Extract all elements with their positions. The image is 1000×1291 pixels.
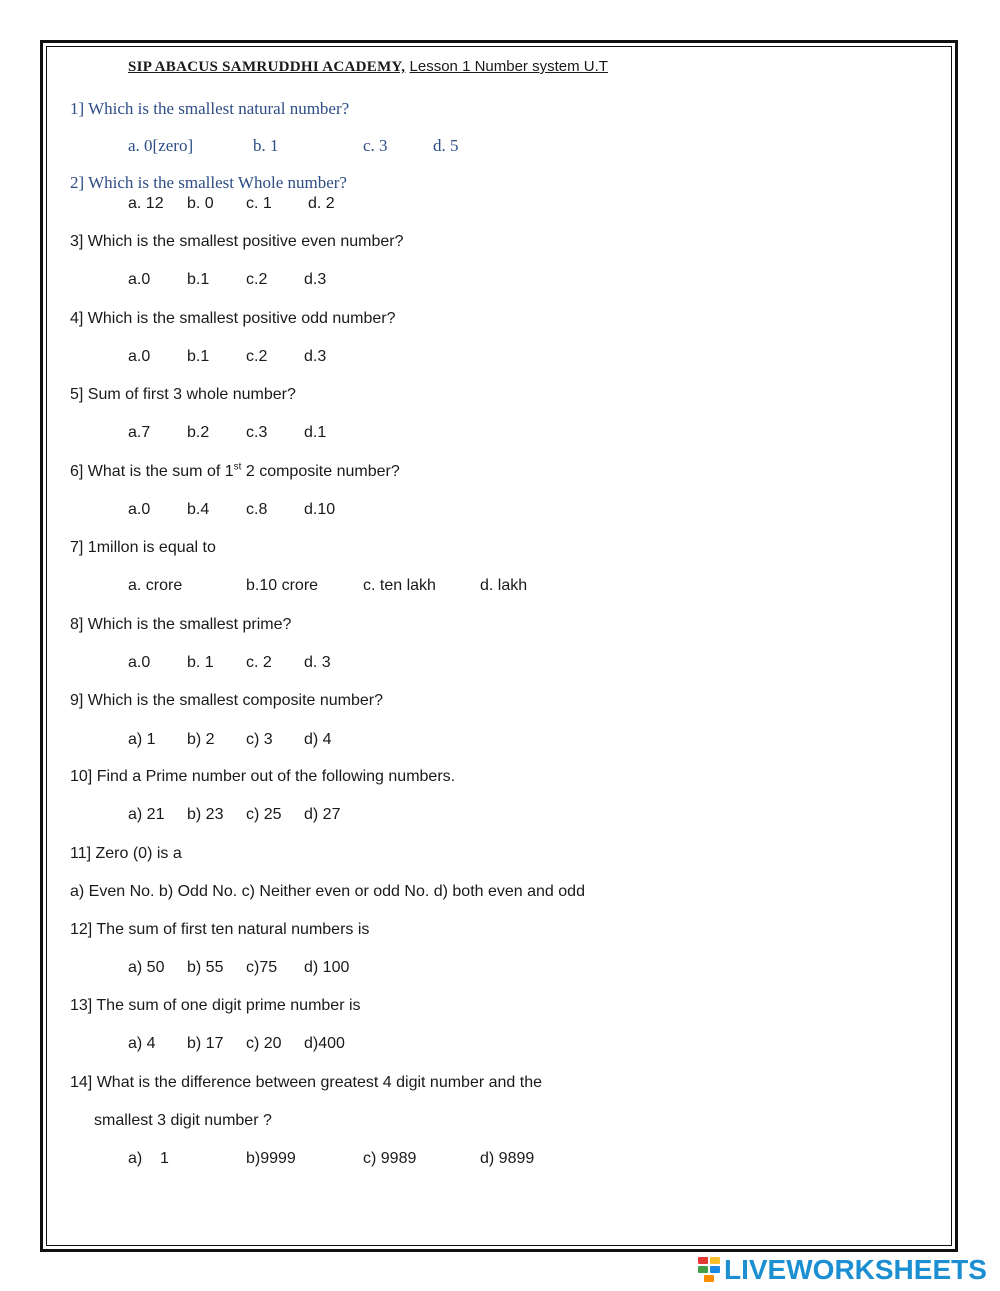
- q13-option-d[interactable]: d)400: [304, 1035, 345, 1052]
- q9-option-b[interactable]: b) 2: [187, 731, 215, 748]
- logo-text: LIVEWORKSHEETS: [724, 1254, 987, 1285]
- q13-option-b[interactable]: b) 17: [187, 1035, 224, 1052]
- q4-option-a[interactable]: a.0: [128, 348, 151, 365]
- q5-option-c[interactable]: c.3: [246, 424, 268, 441]
- q8-option-c[interactable]: c. 2: [246, 654, 272, 671]
- q14-option-d[interactable]: d) 9899: [480, 1150, 535, 1167]
- question-6-text-start: 6] What is the sum of 1: [70, 463, 234, 480]
- logo-block-blue: [710, 1266, 720, 1273]
- logo-block-green: [698, 1266, 708, 1273]
- q9-option-a[interactable]: a) 1: [128, 731, 156, 748]
- q10-option-a[interactable]: a) 21: [128, 806, 165, 823]
- question-7: 7] 1millon is equal to: [70, 539, 216, 556]
- q8-option-d[interactable]: d. 3: [304, 654, 331, 671]
- q2-option-b[interactable]: b. 0: [187, 195, 214, 212]
- q9-option-c[interactable]: c) 3: [246, 731, 273, 748]
- q1-option-b[interactable]: b. 1: [253, 136, 279, 155]
- logo-block-orange: [704, 1275, 714, 1282]
- q10-option-b[interactable]: b) 23: [187, 806, 224, 823]
- q4-option-c[interactable]: c.2: [246, 348, 268, 365]
- worksheet-header: [128, 58, 608, 76]
- worksheet-border-inner: [46, 46, 952, 1246]
- q3-option-c[interactable]: c.2: [246, 271, 268, 288]
- q7-option-b[interactable]: b.10 crore: [246, 577, 319, 594]
- q5-option-b[interactable]: b.2: [187, 424, 210, 441]
- q11-options[interactable]: a) Even No. b) Odd No. c) Neither even or odd No. d) both even and odd: [70, 883, 585, 900]
- logo-block-red: [698, 1257, 708, 1264]
- question-6-text-end: 2 composite number?: [241, 463, 400, 480]
- q6-option-a[interactable]: a.0: [128, 501, 151, 518]
- q9-option-d[interactable]: d) 4: [304, 731, 332, 748]
- q2-option-d[interactable]: d. 2: [308, 195, 335, 212]
- q2-option-a[interactable]: a. 12: [128, 195, 164, 212]
- q14-option-a[interactable]: a) 1: [128, 1150, 169, 1167]
- question-1: 1] Which is the smallest natural number?: [70, 99, 350, 118]
- q4-option-d[interactable]: d.3: [304, 348, 327, 365]
- question-11: 11] Zero (0) is a: [70, 845, 182, 862]
- q14-option-c[interactable]: c) 9989: [363, 1150, 417, 1167]
- q6-option-c[interactable]: c.8: [246, 501, 268, 518]
- q1-option-c[interactable]: c. 3: [363, 136, 388, 155]
- q10-option-d[interactable]: d) 27: [304, 806, 341, 823]
- question-13: 13] The sum of one digit prime number is: [70, 997, 361, 1014]
- q13-option-a[interactable]: a) 4: [128, 1035, 156, 1052]
- q3-option-a[interactable]: a.0: [128, 271, 151, 288]
- lesson-title: Lesson 1 Number system U.T: [409, 58, 608, 75]
- q12-option-c[interactable]: c)75: [246, 959, 278, 976]
- logo-blocks-icon: [698, 1257, 722, 1283]
- question-12: 12] The sum of first ten natural numbers is: [70, 921, 370, 938]
- q5-option-a[interactable]: a.7: [128, 424, 151, 441]
- q6-option-b[interactable]: b.4: [187, 501, 210, 518]
- q2-option-c[interactable]: c. 1: [246, 195, 272, 212]
- q8-option-a[interactable]: a.0: [128, 654, 151, 671]
- q7-option-c[interactable]: c. ten lakh: [363, 577, 436, 594]
- q13-option-c[interactable]: c) 20: [246, 1035, 282, 1052]
- question-4: 4] Which is the smallest positive odd number?: [70, 310, 396, 327]
- question-5: 5] Sum of first 3 whole number?: [70, 386, 296, 403]
- q5-option-d[interactable]: d.1: [304, 424, 327, 441]
- q8-option-b[interactable]: b. 1: [187, 654, 214, 671]
- q3-option-d[interactable]: d.3: [304, 271, 327, 288]
- q12-option-a[interactable]: a) 50: [128, 959, 165, 976]
- question-3: 3] Which is the smallest positive even number?: [70, 233, 404, 250]
- question-10: 10] Find a Prime number out of the following numbers.: [70, 768, 456, 785]
- q7-option-d[interactable]: d. lakh: [480, 577, 528, 594]
- liveworksheets-logo[interactable]: [698, 1256, 987, 1284]
- q3-option-b[interactable]: b.1: [187, 271, 210, 288]
- q12-option-b[interactable]: b) 55: [187, 959, 224, 976]
- ordinal-suffix: st: [233, 461, 242, 473]
- q4-option-b[interactable]: b.1: [187, 348, 210, 365]
- question-14-continued: smallest 3 digit number ?: [94, 1112, 272, 1129]
- school-name: SIP ABACUS SAMRUDDHI ACADEMY,: [128, 59, 406, 75]
- q1-option-a[interactable]: a. 0[zero]: [128, 136, 194, 155]
- q12-option-d[interactable]: d) 100: [304, 959, 350, 976]
- question-14: 14] What is the difference between greatest 4 digit number and the: [70, 1074, 542, 1091]
- question-2: 2] Which is the smallest Whole number?: [70, 173, 347, 192]
- logo-block-yellow: [710, 1257, 720, 1264]
- q1-option-d[interactable]: d. 5: [433, 136, 459, 155]
- question-6: [70, 463, 400, 481]
- q7-option-a[interactable]: a. crore: [128, 577, 183, 594]
- question-8: 8] Which is the smallest prime?: [70, 616, 292, 633]
- q14-option-b[interactable]: b)9999: [246, 1150, 296, 1167]
- q6-option-d[interactable]: d.10: [304, 501, 336, 518]
- q10-option-c[interactable]: c) 25: [246, 806, 282, 823]
- question-9: 9] Which is the smallest composite number?: [70, 692, 384, 709]
